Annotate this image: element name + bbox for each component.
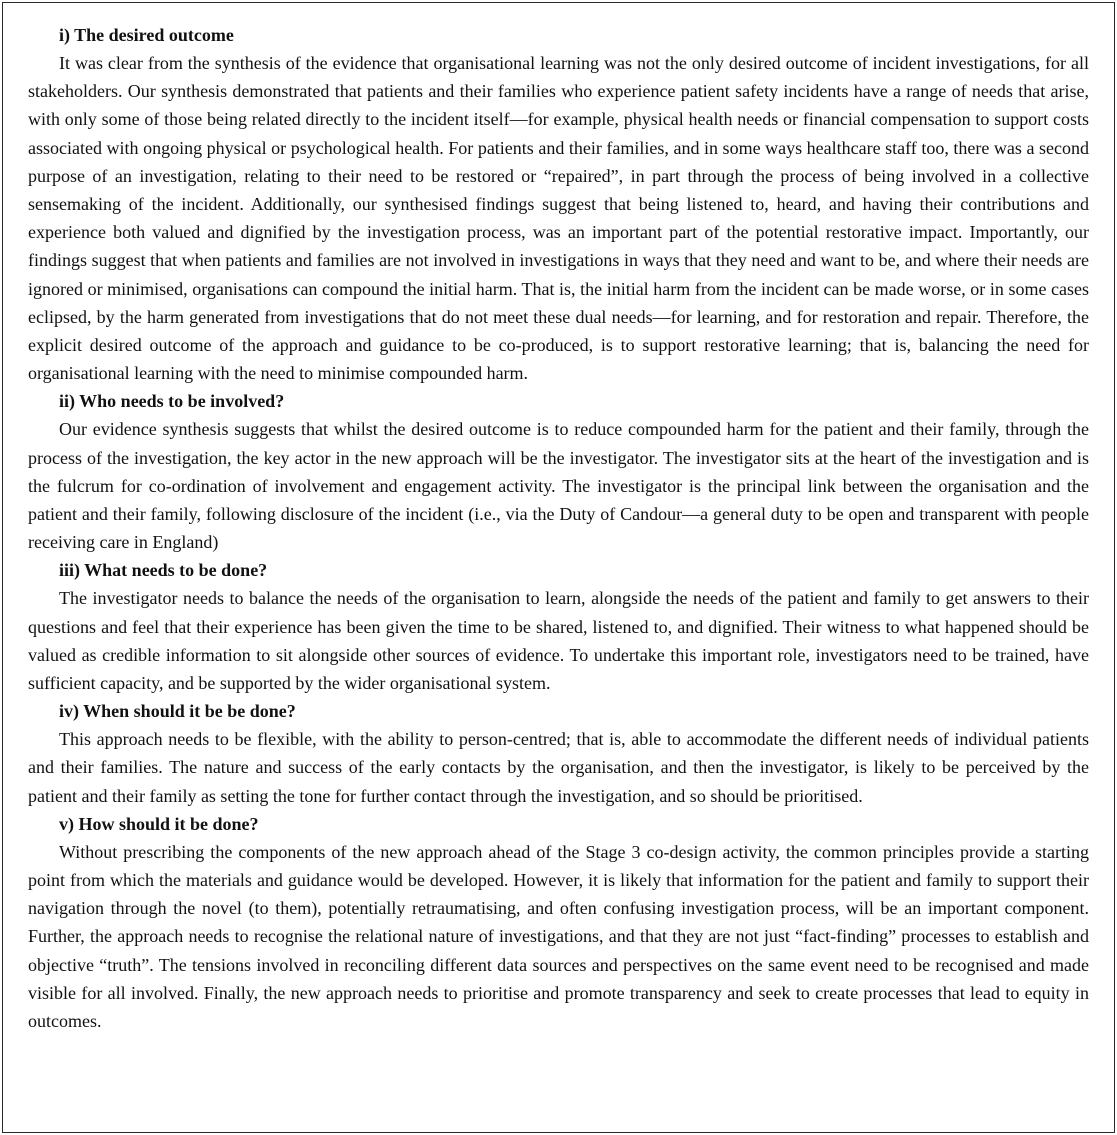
section-heading: i) The desired outcome <box>59 25 234 45</box>
section-paragraph: It was clear from the synthesis of the evidence that organisational learning was not the only desired outcome of incident investigations, for all stakeholders. Our synthesis demonstrated that patients and their families who experience patient safety incidents have a range of needs that arise, with only some of those being related directly to the incident itself—for example, physical health needs or financial compensation to support costs associated with ongoing physical or psychological health. For patients and their families, and in some ways healthcare staff too, there was a second purpose of an investigation, relating to their need to be restored or “repaired”, in part through the process of being involved in a collective sensemaking of the incident. Additionally, our synthesised findings suggest that being listened to, heard, and having their contributions and experience both valued and dignified by the investigation process, was an important part of the potential restorative impact. Importantly, our findings suggest that when patients and families are not involved in investigations in ways that they need and want to be, and where their needs are ignored or minimised, organisations can compound the initial harm. That is, the initial harm from the incident can be made worse, or in some cases eclipsed, by the harm generated from investigations that do not meet these dual needs—for learning, and for restoration and repair. Therefore, the explicit desired outcome of the approach and guidance to be co-produced, is to support restorative learning; that is, balancing the need for organisational learning with the need to minimise compounded harm. <box>28 53 1089 384</box>
section-when-done <box>28 697 1089 810</box>
section-paragraph: Our evidence synthesis suggests that whilst the desired outcome is to reduce compounded harm for the patient and their family, through the process of the investigation, the key actor in the new approach will be the investigator. The investigator sits at the heart of the investigation and is the fulcrum for co-ordination of involvement and engagement activity. The investigator is the principal link between the organisation and the patient and their family, following disclosure of the incident (i.e., via the Duty of Candour—a general duty to be open and transparent with people receiving care in England) <box>28 419 1089 553</box>
section-heading: ii) Who needs to be involved? <box>59 391 285 412</box>
text-box <box>2 2 1115 1133</box>
section-heading: v) How should it be done? <box>59 813 259 834</box>
section-desired-outcome <box>28 21 1089 387</box>
section-paragraph: This approach needs to be flexible, with the ability to person-centred; that is, able to accommodate the different needs of individual patients and their families. The nature and success of the early contacts by the organisation, and then the investigator, is likely to be perceived by the patient and their family as setting the tone for further contact through the investigation, and so should be prioritised. <box>28 729 1089 806</box>
section-heading: iii) What needs to be done? <box>59 560 268 581</box>
section-paragraph: The investigator needs to balance the needs of the organisation to learn, alongside the needs of the patient and family to get answers to their questions and feel that their experience has been given the time to be shared, listened to, and dignified. Their witness to what happened should be valued as credible information to sit alongside other sources of evidence. To undertake this important role, investigators need to be trained, have sufficient capacity, and be supported by the wider organisational system. <box>28 588 1089 694</box>
section-what-done <box>28 556 1089 697</box>
section-how-done <box>28 810 1089 1035</box>
section-heading: iv) When should it be be done? <box>59 701 296 722</box>
section-paragraph: Without prescribing the components of the new approach ahead of the Stage 3 co-design activity, the common principles provide a starting point from which the materials and guidance would be developed. However, it is likely that information for the patient and family to support their navigation through the novel (to them), potentially retraumatising, and often confusing investigation process, will be an important component. Further, the approach needs to recognise the relational nature of investigations, and that they are not just “fact-finding” processes to establish and objective “truth”. The tensions involved in reconciling different data sources and perspectives on the same event need to be recognised and made visible for all involved. Finally, the new approach needs to prioritise and promote transparency and seek to create processes that lead to equity in outcomes. <box>28 841 1089 1032</box>
section-who-involved <box>28 387 1089 556</box>
